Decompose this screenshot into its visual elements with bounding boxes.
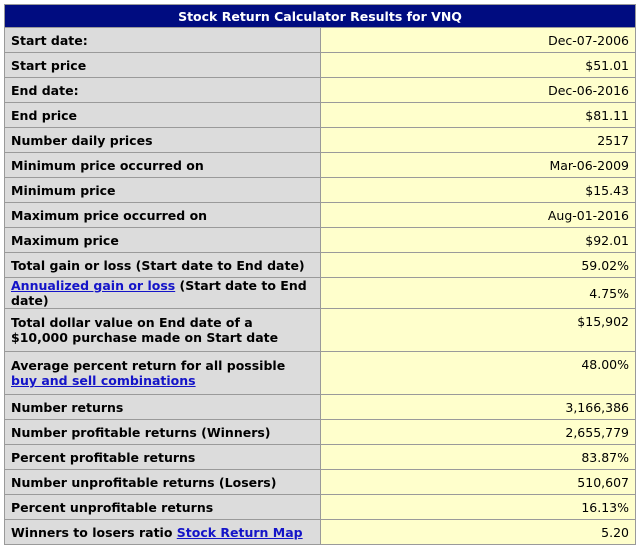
max-price-value: $92.01	[320, 228, 636, 253]
max-price-date-label: Maximum price occurred on	[5, 203, 321, 228]
total-gain-value: 59.02%	[320, 253, 636, 278]
start-date-value: Dec-07-2006	[320, 28, 636, 53]
min-price-date-value: Mar-06-2009	[320, 153, 636, 178]
row-percent-profitable	[5, 445, 636, 470]
row-end-price	[5, 103, 636, 128]
end-date-label: End date:	[5, 78, 321, 103]
winners-value: 2,655,779	[320, 420, 636, 445]
results-panel	[4, 4, 636, 545]
annualized-gain-link[interactable]: Annualized gain or loss	[11, 278, 176, 293]
start-date-label: Start date:	[5, 28, 321, 53]
row-start-price	[5, 53, 636, 78]
min-price-label: Minimum price	[5, 178, 321, 203]
losers-label: Number unprofitable returns (Losers)	[5, 470, 321, 495]
average-percent-return-value: 48.00%	[320, 352, 636, 395]
start-price-label: Start price	[5, 53, 321, 78]
row-losers	[5, 470, 636, 495]
min-price-value: $15.43	[320, 178, 636, 203]
annualized-gain-suffix: (Start date to End date)	[11, 278, 307, 308]
row-end-date	[5, 78, 636, 103]
table-title: Stock Return Calculator Results for VNQ	[5, 5, 636, 28]
number-daily-prices-label: Number daily prices	[5, 128, 321, 153]
row-total-dollar-value	[5, 309, 636, 352]
row-percent-unprofitable	[5, 495, 636, 520]
end-price-value: $81.11	[320, 103, 636, 128]
total-dollar-value-label: Total dollar value on End date of a $10,000 purchase made on Start date	[5, 309, 321, 352]
start-price-value: $51.01	[320, 53, 636, 78]
max-price-label: Maximum price	[5, 228, 321, 253]
average-percent-return-label	[5, 352, 321, 395]
row-average-percent-return	[5, 352, 636, 395]
percent-profitable-label: Percent profitable returns	[5, 445, 321, 470]
row-annualized-gain	[5, 278, 636, 309]
total-gain-label: Total gain or loss (Start date to End date)	[5, 253, 321, 278]
annualized-gain-label	[5, 278, 321, 309]
winners-label: Number profitable returns (Winners)	[5, 420, 321, 445]
winners-losers-ratio-label	[5, 520, 321, 545]
row-max-price-date	[5, 203, 636, 228]
results-table	[4, 4, 636, 545]
winners-losers-ratio-value: 5.20	[320, 520, 636, 545]
number-returns-value: 3,166,386	[320, 395, 636, 420]
buy-sell-combinations-link[interactable]: buy and sell combinations	[11, 373, 196, 388]
percent-profitable-value: 83.87%	[320, 445, 636, 470]
number-daily-prices-value: 2517	[320, 128, 636, 153]
row-number-daily-prices	[5, 128, 636, 153]
row-min-price	[5, 178, 636, 203]
winners-losers-ratio-prefix: Winners to losers ratio	[11, 524, 177, 540]
stock-return-map-link[interactable]: Stock Return Map	[176, 524, 303, 540]
total-dollar-value-value: $15,902	[320, 309, 636, 352]
end-price-label: End price	[5, 103, 321, 128]
row-total-gain	[5, 253, 636, 278]
row-winners-losers-ratio	[5, 520, 636, 545]
end-date-value: Dec-06-2016	[320, 78, 636, 103]
row-number-returns	[5, 395, 636, 420]
average-percent-return-prefix: Average percent return for all possible	[11, 358, 286, 373]
percent-unprofitable-value: 16.13%	[320, 495, 636, 520]
min-price-date-label: Minimum price occurred on	[5, 153, 321, 178]
title-row	[5, 5, 636, 28]
row-start-date	[5, 28, 636, 53]
row-winners	[5, 420, 636, 445]
annualized-gain-value: 4.75%	[320, 278, 636, 309]
percent-unprofitable-label: Percent unprofitable returns	[5, 495, 321, 520]
row-min-price-date	[5, 153, 636, 178]
max-price-date-value: Aug-01-2016	[320, 203, 636, 228]
losers-value: 510,607	[320, 470, 636, 495]
row-max-price	[5, 228, 636, 253]
number-returns-label: Number returns	[5, 395, 321, 420]
